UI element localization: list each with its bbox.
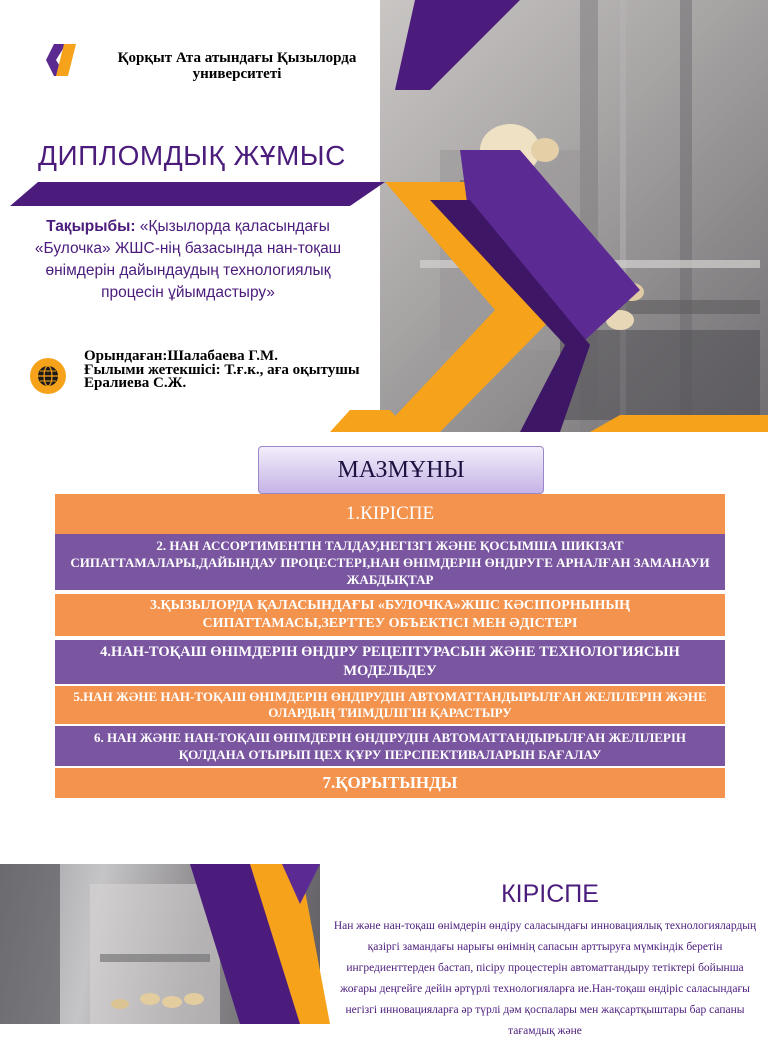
- toc-item-label: 3.ҚЫЗЫЛОРДА ҚАЛАСЫНДАҒЫ «БУЛОЧКА»ЖШС КӘСІПОРНЫНЫҢ СИПАТТАМАСЫ,ЗЕРТТЕУ ОБЪЕКТІСІ МЕН ӘДІСТЕРІ: [150, 598, 630, 631]
- toc-item-2: [55, 534, 725, 590]
- toc-item-6: [55, 726, 725, 766]
- contents-title: МАЗМҰНЫ: [258, 446, 544, 494]
- bakery-production-photo: [380, 0, 768, 432]
- author: Орындаған:Шалабаева Г.М.: [84, 348, 278, 364]
- university-name: Қорқыт Ата атындағы Қызылорда университеті: [117, 50, 357, 82]
- intro-title: КІРІСПЕ: [501, 880, 599, 908]
- toc-item-label: 1.КІРІСПЕ: [345, 503, 435, 524]
- topic-text: «Қызылорда қаласындағы «Булочка» ЖШС-нің базасында нан-тоқаш өнімдерін дайындаудың технологиялық процесін ұйымдастыру»: [34, 218, 342, 301]
- supervisor-label: Ғылыми жетекшісі: Т.ғ.к., аға оқытушы: [84, 361, 360, 378]
- contents-slide: [0, 432, 768, 864]
- toc-item-5: [55, 686, 725, 724]
- toc-item-label: 4.НАН-ТОҚАШ ӨНІМДЕРІН ӨНДІРУ РЕЦЕПТУРАСЫН ЖӘНЕ ТЕХНОЛОГИЯСЫН МОДЕЛЬДЕУ: [100, 644, 680, 679]
- toc-item-label: 5.НАН ЖӘНЕ НАН-ТОҚАШ ӨНІМДЕРІН ӨНДІРУДІН АВТОМАТТАНДЫРЫЛҒАН ЖЕЛІЛЕРІН ЖӘНЕ ОЛАРДЫҢ ТИІМДІЛІГІН ҚАРАСТЫРУ: [73, 689, 707, 720]
- toc-item-3: [55, 594, 725, 636]
- intro-text: Нан және нан-тоқаш өнімдерін өндіру саласындағы инновациялық технологиялардың қазіргі замандағы нарығы өнімнің сапасын арттыруға мүмкіндік беретін ингредиенттерден бастап, пісіру процестерін автоматтандыру тетіктері бойынша жоғары деңгейге дейін әртүрлі технологияларға ие.Нан-тоқаш өндіріс саласындағы негізгі инновацияларға әр түрлі дәм қоспалары мен жақсартқыштары бар сапаны тағамдық және: [333, 920, 757, 1037]
- toc-item-label: 7.ҚОРЫТЫНДЫ: [322, 773, 458, 792]
- intro-slide: [0, 864, 768, 1037]
- authors-block: [84, 350, 414, 391]
- title-slide: [0, 0, 768, 432]
- university-logo-icon: [42, 40, 82, 80]
- globe-icon: [30, 358, 66, 394]
- topic: [20, 216, 356, 304]
- toc-item-7: [55, 768, 725, 798]
- toc-item-1: [55, 494, 725, 534]
- toc-item-label: 6. НАН ЖӘНЕ НАН-ТОҚАШ ӨНІМДЕРІН ӨНДІРУДІН АВТОМАТТАНДЫРЫЛҒАН ЖЕЛІЛЕРІН ҚОЛДАНА ОТЫРЫП ЦЕХ ҚҰРУ ПЕРСПЕКТИВАЛАРЫН БАҒАЛАУ: [93, 730, 687, 762]
- slide-title: ДИПЛОМДЫҚ ЖҰМЫС: [38, 140, 346, 171]
- toc-item-label: 2. НАН АССОРТИМЕНТІН ТАЛДАУ,НЕГІЗГІ ЖӘНЕ ҚОСЫМША ШИКІЗАТ СИПАТТАМАЛАРЫ,ДАЙЫНДАУ ПРОЦЕСТЕРІ,НАН ӨНІМДЕРІН ӨНДІРУГЕ АРНАЛҒАН ЗАМАНАУИ ЖАБДЫҚТАР: [70, 537, 710, 587]
- toc-item-4: [55, 640, 725, 684]
- topic-label: Тақырыбы:: [46, 218, 136, 235]
- supervisor-name: Ералиева С.Ж.: [84, 375, 187, 391]
